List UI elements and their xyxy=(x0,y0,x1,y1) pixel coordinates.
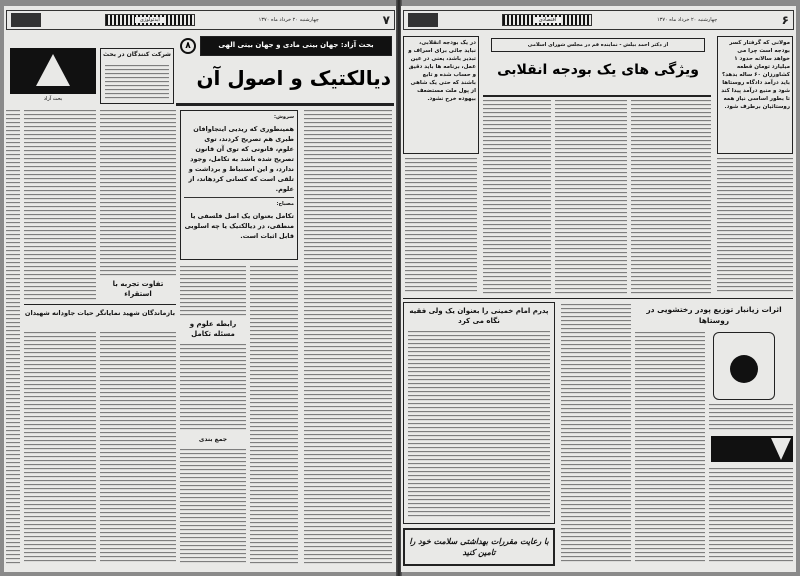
skull-icon xyxy=(730,355,758,383)
bottom-headline: پدرم امام خمینی را بعنوان یک ولی فقیه نگاه می کرد xyxy=(409,307,549,325)
logo-caption: بحث آزاد xyxy=(43,96,63,102)
subhead: تفاوت تجربه با استقراء xyxy=(112,280,164,298)
kicker-bar: بحث آزاد: جهان بینی مادی و جهان بینی الهی xyxy=(200,36,392,56)
page-header xyxy=(6,10,395,30)
participants-box: شرکت کنندگان در بحث xyxy=(100,48,174,104)
interview-box xyxy=(403,302,555,524)
headline: دیالکتیک و اصول آن xyxy=(196,66,391,90)
text-column xyxy=(709,404,793,430)
text-column xyxy=(304,110,392,564)
text-column xyxy=(180,344,246,432)
divider xyxy=(403,298,793,299)
text-column xyxy=(631,100,711,296)
page-number: ۶ xyxy=(781,13,789,27)
headline: ویژگی های یک بودجه انقلابی xyxy=(497,62,699,78)
page-date: چهارشنبه ۲۰ خرداد ماه ۱۳۷۰ xyxy=(656,17,718,23)
divider xyxy=(24,304,176,305)
episode-number: ۸ xyxy=(180,38,196,54)
side-headline: اثرات زیانبار توزیع پودر رختشویی در روستاها xyxy=(646,305,782,325)
text-column xyxy=(635,332,705,562)
newspaper-logo xyxy=(11,13,41,27)
text-column xyxy=(717,158,793,294)
text-column xyxy=(100,332,176,564)
detergent-illustration xyxy=(713,332,775,400)
text-column xyxy=(180,449,246,564)
subhead: رابطه علوم و مسئله تکامل xyxy=(189,320,237,338)
quote-box: سروش: همینطوری که ریدیی ایتجاوافان طبری هم تصریح کردند، توی علوم، قانونی که توی آن قانون تصریح شده باشد به تکامل، وجود ندارد، و این استنباط و برداشت و تلقی است که کسانی کردهاند، از علوم. مصباح: تکامل بعنوان یک اصل فلسفی یا منطقی، در دیالکتیک یا چه اسلوبی قابل اثبات است. xyxy=(180,110,298,260)
text-column xyxy=(6,110,20,564)
text-column xyxy=(555,100,627,296)
text-column xyxy=(483,100,551,296)
text-column xyxy=(24,332,96,564)
subhead: جمع بندی xyxy=(198,436,228,443)
byline-box: از دکتر احمد بیلش - نماینده قم در مجلس شورای اسلامی xyxy=(491,38,705,52)
text-column xyxy=(561,304,631,562)
text-column xyxy=(405,158,477,294)
advert-banner xyxy=(711,436,793,462)
text-column xyxy=(100,110,176,276)
section-label: اقتصادی xyxy=(502,14,592,26)
summary-box-right: مولانی که گرفتار کسر بودجه است چرا می خواهد سالانه حدود ۱ میلیارد تومان قطعه کشاورزان ۶۰ ساله بدهد؟ باید درآمد دادگاه روستاها شود و منبع درآمد پیدا کند تا بطور اساسی نیاز همه روستائیان برطرف شود. xyxy=(717,36,793,154)
summary-box-left: در یک بودجه انقلابی، نباید جائی برای اسراف و تبذیر باشد، یعنی در عین عمل، برنامه ها باید دقیق و حساب شده و تابع باشند که حتی یک شاهی از پول ملت مستضعف بیهوده خرج نشود. xyxy=(403,36,479,154)
right-newspaper-page xyxy=(401,6,796,572)
section-label: ایدئولوژی xyxy=(105,14,195,26)
text-column xyxy=(180,266,246,316)
newspaper-logo xyxy=(408,13,438,27)
divider xyxy=(483,95,711,97)
text-column xyxy=(24,110,96,302)
bottom-headline: بازماندگان شهید نمایانگر حیات جاودانه شهیدان xyxy=(24,309,176,317)
page-number: ۷ xyxy=(382,13,390,27)
debate-logo xyxy=(10,48,96,94)
text-column xyxy=(250,266,298,564)
divider xyxy=(176,103,394,106)
page-header xyxy=(403,10,794,30)
page-date: چهارشنبه ۲۰ خرداد ماه ۱۳۷۰ xyxy=(258,17,319,23)
left-newspaper-page xyxy=(4,6,397,572)
text-column xyxy=(709,468,793,562)
health-ad: با رعایت مقررات بهداشتی سلامت خود را تامین کنید xyxy=(403,528,555,566)
